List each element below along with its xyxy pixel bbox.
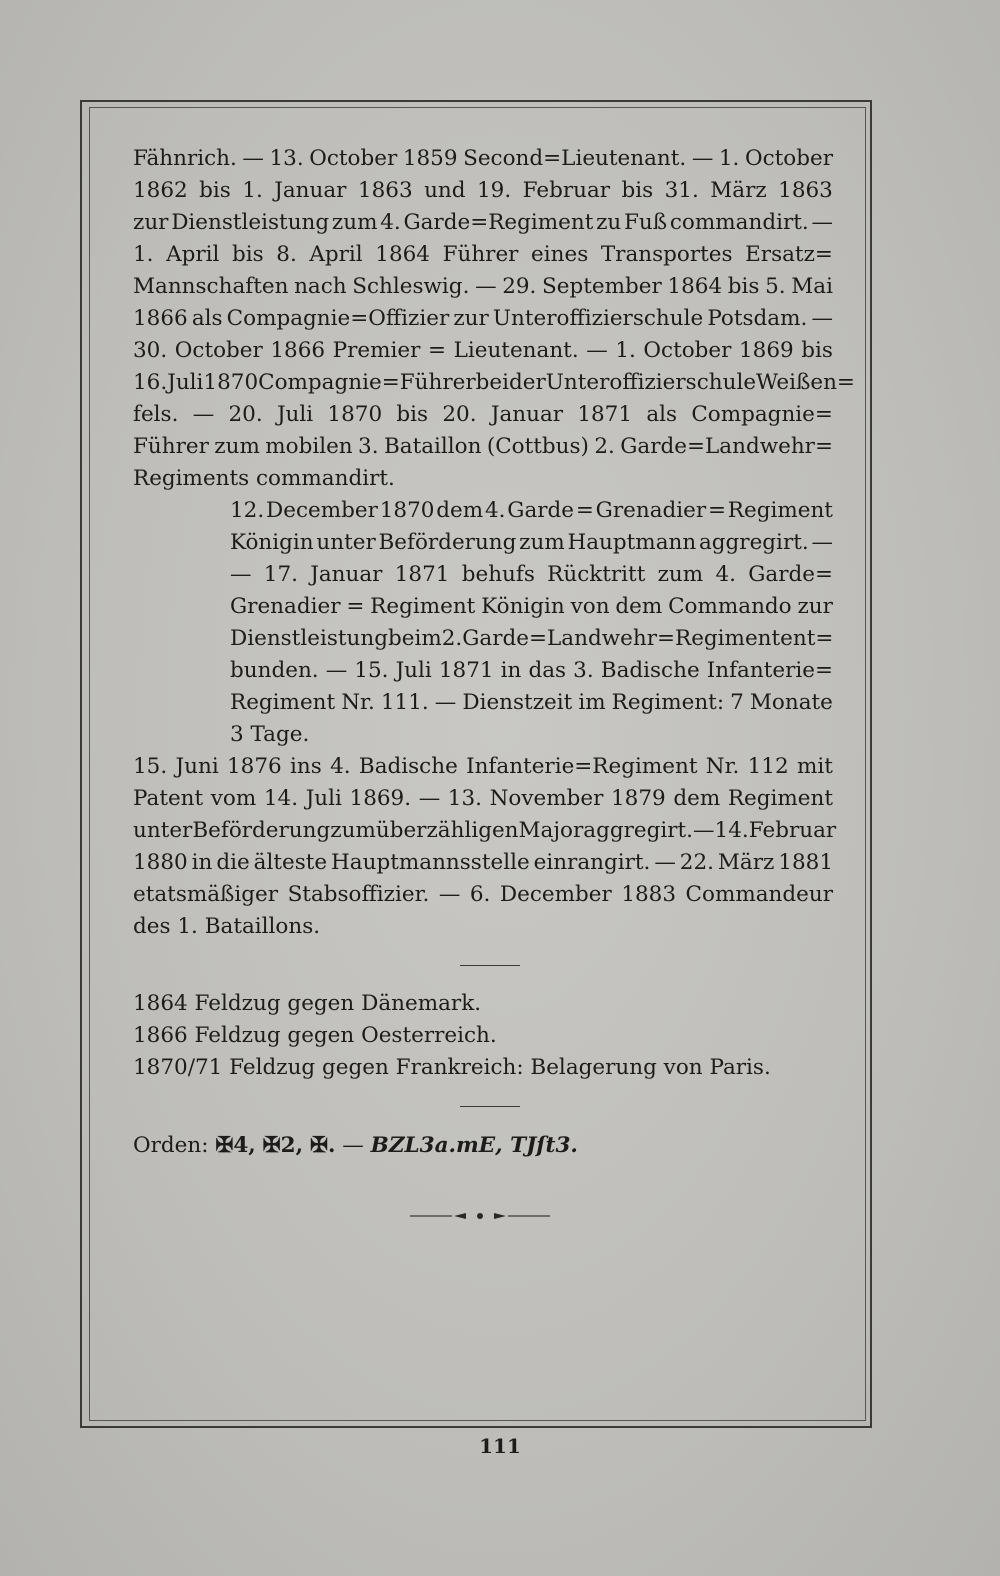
word: Regiment <box>230 690 336 715</box>
word: Commando <box>668 594 792 619</box>
word: bunden. <box>230 658 319 683</box>
word: vom <box>210 786 257 811</box>
word: 12. <box>230 498 265 523</box>
orders-label: Orden: <box>133 1133 209 1158</box>
word: 1870 <box>327 402 383 427</box>
word: = <box>707 498 726 523</box>
word: Beförderung <box>192 818 331 843</box>
word: — <box>325 658 348 683</box>
word: 1871 <box>438 658 494 683</box>
word: 1. <box>242 178 263 203</box>
word: Badische <box>600 658 700 683</box>
word: 1. <box>615 338 636 363</box>
word: — <box>693 818 715 843</box>
word: 2. <box>441 626 463 651</box>
word: 1883 <box>621 882 677 907</box>
word: Juni <box>175 754 219 779</box>
word: 1871 <box>577 402 633 427</box>
word: Regiment: <box>611 690 725 715</box>
word: April <box>309 242 363 267</box>
word: Januar <box>490 402 564 427</box>
word: April <box>166 242 220 267</box>
word: dem <box>615 594 663 619</box>
word: — <box>242 146 264 171</box>
text-line <box>133 911 833 943</box>
word: Infanterie= <box>706 658 833 683</box>
word: (Cottbus) <box>486 434 589 459</box>
word: ent= <box>780 626 834 651</box>
text-line <box>133 783 833 815</box>
word: — <box>811 210 833 235</box>
word: 4. <box>715 562 736 587</box>
word: bis <box>621 178 654 203</box>
word: Second=Lieutenant. <box>463 146 687 171</box>
word: behufs <box>461 562 535 587</box>
word: bei <box>475 370 509 395</box>
word: — <box>438 882 461 907</box>
text-line <box>133 207 833 239</box>
text-line <box>133 527 833 559</box>
word: die <box>216 850 250 875</box>
word: Juli <box>305 786 342 811</box>
word: Regiment <box>727 498 833 523</box>
campaign-list <box>133 988 833 1084</box>
word: eines <box>531 242 589 267</box>
word: 1859 <box>402 146 458 171</box>
word: Garde=Regiment <box>403 210 594 235</box>
word: Compagnie=Führer <box>258 370 476 395</box>
word: zum <box>519 530 565 555</box>
text-line <box>133 175 833 207</box>
word: Ersatz= <box>745 242 833 267</box>
word: aggregirt. <box>583 818 694 843</box>
word: Grenadier <box>595 498 707 523</box>
word: 1863 <box>357 178 413 203</box>
word: Januar <box>310 562 383 587</box>
word: Garde= <box>748 562 833 587</box>
word: in <box>191 850 213 875</box>
word: Nr. <box>705 754 740 779</box>
word: Weißen= <box>756 370 855 395</box>
word: 20. <box>442 402 477 427</box>
word: bis <box>396 402 429 427</box>
word: Compagnie=Offizier <box>226 306 450 331</box>
word: Garde <box>507 498 575 523</box>
word: 3 Tage. <box>230 722 310 747</box>
word: aggregirt. <box>698 530 809 555</box>
word: Königin <box>481 594 565 619</box>
word: 22. <box>679 850 714 875</box>
word: Regiment <box>675 626 781 651</box>
text-line <box>133 719 833 751</box>
word: 1864 <box>667 274 723 299</box>
word: Premier <box>332 338 421 363</box>
word: Infanterie=Regiment <box>466 754 698 779</box>
word: zum <box>330 818 376 843</box>
word: Regiment <box>370 594 476 619</box>
word: — <box>654 850 676 875</box>
campaign-item: 1864 Feldzug gegen Dänemark. <box>133 991 482 1016</box>
word: = <box>529 626 548 651</box>
word: Dienstleistung <box>171 210 330 235</box>
text-line <box>133 335 833 367</box>
page-number: 111 <box>479 1434 521 1458</box>
word: 1871 <box>394 562 450 587</box>
word: Landwehr <box>547 626 657 651</box>
word: 15. <box>133 754 168 779</box>
word: 7 <box>730 690 744 715</box>
word: als <box>646 402 678 427</box>
word: Unteroffizierschule <box>492 306 704 331</box>
word: 1862 <box>133 178 188 203</box>
word: Führer <box>442 242 519 267</box>
word: Garde=Landwehr= <box>620 434 833 459</box>
word: mobilen <box>265 434 353 459</box>
word: 1864 <box>375 242 430 267</box>
text-content <box>133 143 855 1163</box>
word: — <box>192 402 215 427</box>
word: zur <box>453 306 489 331</box>
word: 112 <box>747 754 789 779</box>
word: 3. <box>573 658 594 683</box>
paragraph-career-3 <box>133 751 837 943</box>
word: Fähnrich. <box>133 146 237 171</box>
word: Monate <box>749 690 833 715</box>
word: bis <box>199 178 231 203</box>
word: Beförderung <box>378 530 517 555</box>
word: 8. <box>276 242 297 267</box>
word: December <box>266 498 378 523</box>
text-line <box>133 847 833 879</box>
word: Königin <box>230 530 314 555</box>
word: commandirt. <box>669 210 809 235</box>
word: Januar <box>274 178 347 203</box>
word: bis <box>727 274 760 299</box>
text-line <box>133 431 833 463</box>
word: im <box>578 690 606 715</box>
text-line <box>133 239 833 271</box>
word: 4. <box>484 498 506 523</box>
word: 16. <box>133 370 168 395</box>
word: Juli <box>395 658 432 683</box>
word: 6. <box>469 882 491 907</box>
word: überzähligen <box>375 818 519 843</box>
word: 14. <box>714 818 749 843</box>
word: Commandeur <box>685 882 833 907</box>
word: 20. <box>228 402 263 427</box>
word: nach <box>294 274 347 299</box>
word: — <box>811 530 833 555</box>
word: — <box>230 562 252 587</box>
word: zum <box>331 210 378 235</box>
word: = <box>656 626 675 651</box>
word: September <box>542 274 662 299</box>
word: Potsdam. <box>707 306 808 331</box>
word: October <box>174 338 263 363</box>
text-line <box>133 271 833 303</box>
word: 5. <box>765 274 786 299</box>
word: Regiments commandirt. <box>133 466 395 491</box>
word: das <box>528 658 567 683</box>
text-line <box>133 815 837 847</box>
section-divider <box>460 965 520 966</box>
text-line <box>133 687 833 719</box>
word: Dienstzeit <box>462 690 573 715</box>
word: = <box>575 498 594 523</box>
word: Fuß <box>624 210 668 235</box>
word: Nr. <box>341 690 375 715</box>
paragraph-career-1 <box>133 143 855 495</box>
word: Februar <box>522 178 611 203</box>
word: Lieutenant. <box>453 338 579 363</box>
section-divider <box>460 1106 520 1107</box>
text-line <box>133 303 833 335</box>
word: — <box>475 274 497 299</box>
text-line <box>133 879 833 911</box>
word: 2. <box>594 434 615 459</box>
word: — <box>586 338 608 363</box>
word: 1869. <box>349 786 412 811</box>
text-line <box>133 655 833 687</box>
orders-dash: — <box>342 1133 364 1158</box>
word: des 1. Bataillons. <box>133 914 321 939</box>
word: 111. <box>380 690 429 715</box>
orders-line <box>133 1129 833 1163</box>
word: Hauptmannsstelle <box>331 850 530 875</box>
word: einrangirt. <box>533 850 651 875</box>
word: älteste <box>253 850 328 875</box>
word: — <box>811 306 833 331</box>
word: = <box>346 594 365 619</box>
word: 1870 <box>203 370 259 395</box>
word: bis <box>801 338 833 363</box>
word: Juli <box>167 370 204 395</box>
word: März <box>717 850 775 875</box>
text-line <box>133 463 833 495</box>
word: 29. <box>502 274 537 299</box>
word: der <box>509 370 546 395</box>
word: 4. <box>330 754 351 779</box>
word: dem <box>673 786 721 811</box>
word: und <box>424 178 466 203</box>
word: 1881 <box>778 850 833 875</box>
word: mit <box>796 754 833 779</box>
word: fels. <box>133 402 179 427</box>
word: Hauptmann <box>567 530 697 555</box>
text-line <box>133 591 833 623</box>
word: — <box>434 690 457 715</box>
text-line <box>133 399 833 431</box>
word: 4. <box>380 210 401 235</box>
word: 31. <box>664 178 699 203</box>
word: Rücktritt <box>547 562 646 587</box>
word: Badische <box>358 754 458 779</box>
order-cross-2: ✠2, <box>262 1133 304 1158</box>
word: — <box>691 146 714 171</box>
word: Februar <box>748 818 837 843</box>
word: October <box>309 146 398 171</box>
text-line <box>133 751 833 783</box>
word: zum <box>657 562 704 587</box>
word: 17. <box>263 562 298 587</box>
orders-codes: BZL3a.mE, TJſt3. <box>370 1133 578 1158</box>
word: zum <box>214 434 260 459</box>
word: Transportes <box>600 242 733 267</box>
word: bis <box>232 242 264 267</box>
text-line <box>133 143 833 175</box>
word: Mai <box>791 274 833 299</box>
word: Compagnie= <box>691 402 833 427</box>
word: Garde <box>462 626 529 651</box>
word: beim <box>387 626 442 651</box>
word: Führer <box>133 434 209 459</box>
word: Mannschaften <box>133 274 289 299</box>
word: als <box>191 306 223 331</box>
word: Dienstleistung <box>230 626 388 651</box>
campaign-item: 1870/71 Feldzug gegen Frankreich: Belagerung von Paris. <box>133 1055 771 1080</box>
word: 1869 <box>739 338 794 363</box>
word: 15. <box>354 658 389 683</box>
word: October <box>643 338 732 363</box>
word: Patent <box>133 786 204 811</box>
text-line <box>133 367 855 399</box>
word: 13. <box>269 146 304 171</box>
word: 1880 <box>133 850 188 875</box>
text-line <box>133 623 833 655</box>
word: März <box>710 178 767 203</box>
word: Grenadier <box>230 594 341 619</box>
word: 1870 <box>379 498 435 523</box>
word: 1. <box>718 146 740 171</box>
word: 13. <box>447 786 482 811</box>
end-ornament-icon <box>410 1208 550 1224</box>
word: Stabsoffizier. <box>287 882 430 907</box>
paragraph-career-2 <box>133 495 833 751</box>
word: unter <box>133 818 193 843</box>
word: in <box>500 658 522 683</box>
word: December <box>499 882 612 907</box>
word: October <box>744 146 833 171</box>
text-line <box>133 495 833 527</box>
word: zur <box>797 594 833 619</box>
word: dem <box>436 498 484 523</box>
word: etatsmäßiger <box>133 882 279 907</box>
word: November <box>489 786 604 811</box>
word: unter <box>316 530 376 555</box>
word: zu <box>596 210 622 235</box>
word: — <box>418 786 441 811</box>
word: 1866 <box>270 338 326 363</box>
word: 1863 <box>778 178 833 203</box>
order-cross-1: ✠4, <box>215 1133 256 1158</box>
word: 1876 <box>227 754 282 779</box>
word: Juli <box>276 402 314 427</box>
order-cross-3: ✠. <box>309 1133 336 1158</box>
word: 30. <box>133 338 168 363</box>
word: Unteroffizierschule <box>545 370 757 395</box>
word: 14. <box>263 786 299 811</box>
word: Bataillon <box>383 434 482 459</box>
word: Major <box>518 818 584 843</box>
word: ins <box>290 754 322 779</box>
word: Regiment <box>727 786 833 811</box>
word: = <box>427 338 446 363</box>
word: 3. <box>358 434 379 459</box>
word: von <box>570 594 610 619</box>
word: Schleswig. <box>352 274 470 299</box>
word: 1866 <box>133 306 188 331</box>
word: zur <box>133 210 169 235</box>
word: 1879 <box>611 786 666 811</box>
text-line <box>133 559 833 591</box>
word: 19. <box>476 178 512 203</box>
campaign-item: 1866 Feldzug gegen Oesterreich. <box>133 1023 497 1048</box>
word: 1. <box>133 242 154 267</box>
